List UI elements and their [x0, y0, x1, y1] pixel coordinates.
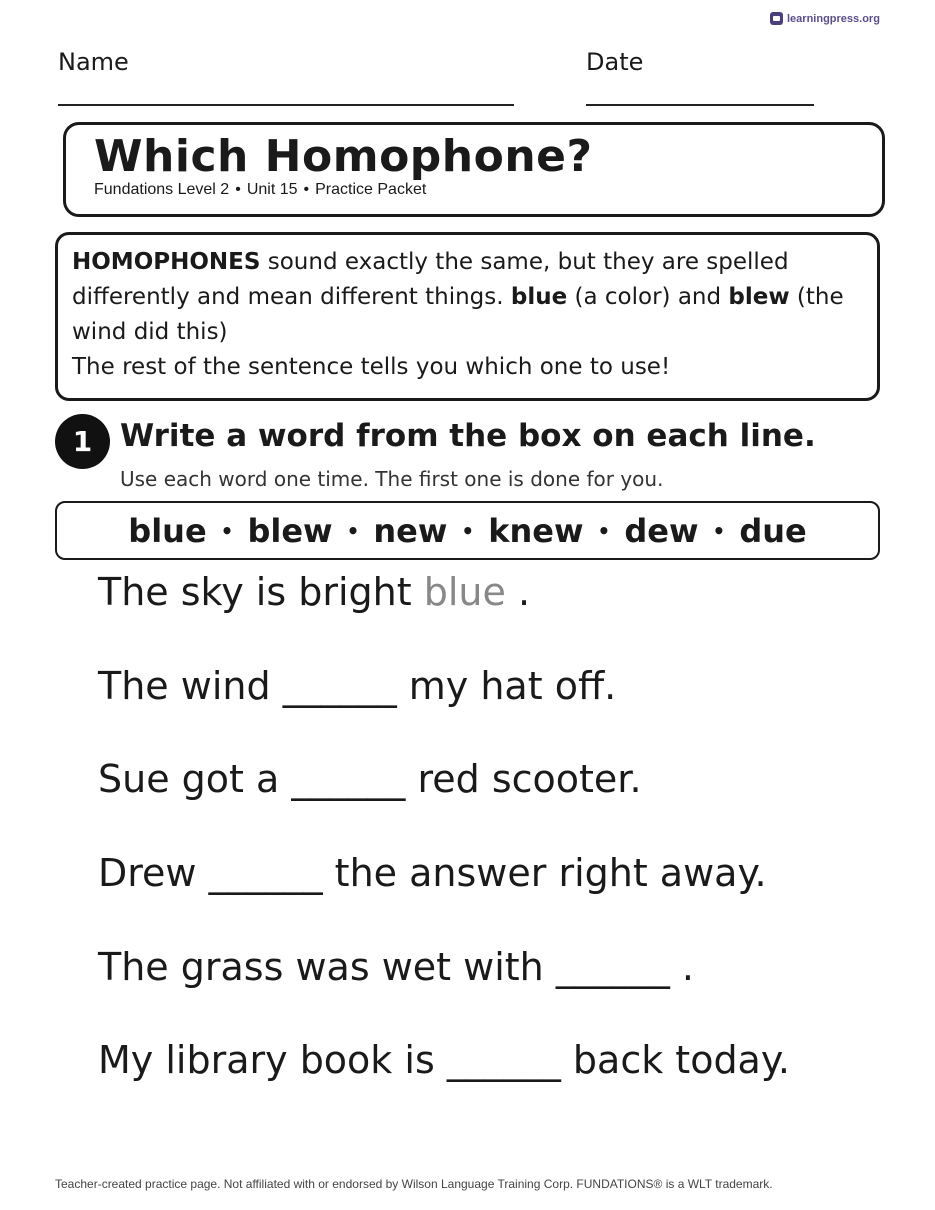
sentence-text: Drew	[98, 851, 209, 895]
footer-disclaimer: Teacher-created practice page. Not affiliated with or endorsed by Wilson Language Training Corp. FUNDATIONS® is a WLT trademark.	[55, 1177, 773, 1191]
word-bank-item: blew	[247, 511, 333, 550]
subtitle-separator: •	[303, 181, 310, 198]
name-label: Name	[58, 48, 129, 76]
word-bank-item: blue	[128, 511, 207, 550]
sentence-3	[98, 757, 642, 801]
example-mid: (a color) and	[567, 284, 729, 310]
sentence-5	[98, 945, 694, 989]
date-line[interactable]	[586, 104, 814, 106]
step-number-badge: 1	[55, 414, 110, 469]
word-bank-item: dew	[624, 511, 699, 550]
instruction-heading: Write a word from the box on each line.	[120, 418, 816, 454]
sentence-text: the answer right away.	[322, 851, 767, 895]
title-box	[63, 122, 885, 217]
word-bank-item: new	[373, 511, 448, 550]
brand-text: learningpress.org	[787, 12, 880, 25]
sentence-text: .	[669, 945, 695, 989]
book-icon	[770, 12, 783, 25]
word-bank-item: knew	[488, 511, 584, 550]
sentence-4	[98, 851, 767, 895]
level-text: Fundations Level 2	[94, 181, 230, 198]
sentence-text: The grass was wet with	[98, 945, 556, 989]
word-separator: •	[220, 518, 234, 543]
sentence-text: My library book is	[98, 1038, 447, 1082]
sentence-6	[98, 1038, 790, 1082]
example-end: (the wind did this)	[72, 284, 844, 345]
brand-logo	[770, 12, 880, 25]
tip-text: The rest of the sentence tells you which one to use!	[72, 354, 671, 380]
definition-paragraph	[72, 245, 863, 350]
answer-blank[interactable]: ______	[208, 851, 323, 895]
sentence-text: .	[505, 570, 531, 614]
subtitle	[94, 181, 426, 199]
answer-blank[interactable]: ______	[555, 945, 670, 989]
definition-box	[55, 232, 880, 401]
page-title: Which Homophone?	[94, 131, 593, 182]
word-bank	[55, 501, 880, 560]
sentence-text: The wind	[98, 664, 283, 708]
word-separator: •	[597, 518, 611, 543]
sentence-2	[98, 664, 616, 708]
name-line[interactable]	[58, 104, 514, 106]
sentence-text: The sky is bright	[98, 570, 424, 614]
answer-blank[interactable]: ______	[446, 1038, 561, 1082]
word-separator: •	[712, 518, 726, 543]
sentence-text: my hat off.	[396, 664, 617, 708]
answer-blank[interactable]: ______	[282, 664, 397, 708]
answer-blank[interactable]: ______	[291, 757, 406, 801]
sentence-1	[98, 570, 530, 614]
subtitle-separator: •	[235, 181, 241, 198]
word-separator: •	[461, 518, 475, 543]
sentence-text: back today.	[560, 1038, 790, 1082]
term: HOMOPHONES	[72, 249, 261, 275]
example-word-1: blue	[510, 284, 568, 310]
example-word-2: blew	[728, 284, 790, 310]
date-label: Date	[586, 48, 644, 76]
sentence-text: Sue got a	[98, 757, 292, 801]
word-separator: •	[346, 518, 360, 543]
instruction-subtext: Use each word one time. The first one is done for you.	[120, 467, 664, 491]
example-answer: blue	[423, 570, 506, 614]
unit-text: Unit 15	[246, 181, 298, 198]
packet-text: Practice Packet	[315, 181, 427, 198]
word-bank-item: due	[739, 511, 807, 550]
definition-text: sound exactly the same, but they are spelled differently and mean different things.	[72, 249, 789, 310]
sentence-text: red scooter.	[405, 757, 642, 801]
